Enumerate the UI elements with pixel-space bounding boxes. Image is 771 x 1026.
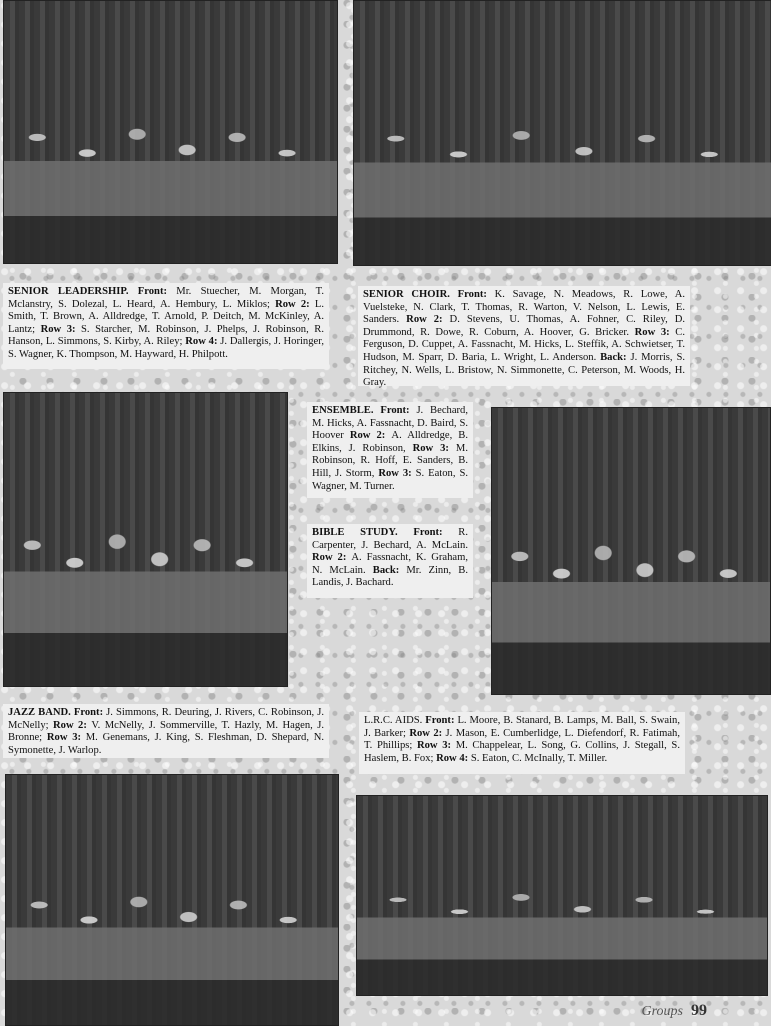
senior-leadership-photo [3,0,338,264]
section-name: Groups [641,1004,683,1019]
senior-choir-caption: SENIOR CHOIR. Front: K. Savage, N. Meadows, R. Lowe, A. Vuelsteke, N. Clark, T. Thomas, R. Warton, V. Nelson, L. Lewis, E. Sanders. Row 2: D. Stevens, U. Thomas, A. Fohner, C. Riley, D. Drummond, R. Dowe, R. Coburn, A. Hoover, G. Bricker. Row 3: C. Ferguson, D. Cuppet, A. Fassnacht, M. Hicks, L. Steffik, A. Schwietser, T. Hudson, M. Sparr, D. Baria, L. Wright, L. Anderson. Back: J. Morris, S. Ritchey, N. Wells, L. Bristow, N. Simmonette, C. Peterson, M. Woods, H. Gray. [358,286,690,386]
jazz-band-caption: JAZZ BAND. Front: J. Simmons, R. Deuring, J. Rivers, C. Robinson, J. McNelly; Row 2: V. McNelly, J. Sommerville, T. Hazly, M. Hagen, J. Bronne; Row 3: M. Genemans, J. King, S. Fleshman, D. Shepard, N. Symonette, J. Warlop. [3,704,329,758]
ensemble-caption: ENSEMBLE. Front: J. Bechard, M. Hicks, A. Fassnacht, D. Baird, S. Hoover Row 2: A. Alldredge, B. Elkins, J. Robinson, Row 3: M. Robinson, R. Hoff, E. Sanders, B. Hill, J. Storm, Row 3: S. Eaton, S. Wagner, M. Turner. [307,402,473,498]
senior-choir-photo [353,0,771,266]
lrc-aids-photo [356,795,768,996]
senior-leadership-caption: SENIOR LEADERSHIP. Front: Mr. Stuecher, M. Morgan, T. Mclanstry, S. Dolezal, L. Heard, A. Hembury, L. Miklos; Row 2: L. Smith, T. Brown, A. Alldredge, T. Arnold, P. Deitch, M. McKinley, A. Lantz; Row 3: S. Starcher, M. Robinson, J. Phelps, J. Robinson, R. Hanson, L. Simmons, S. Kirby, A. Riley; Row 4: J. Dallergis, J. Horinger, S. Wagner, K. Thompson, M. Hayward, H. Philpott. [3,283,329,369]
bible-study-photo [491,407,771,695]
jazz-band-photo [5,774,339,1026]
page-number: 99 [691,1002,707,1019]
page-footer [642,1002,708,1020]
bible-study-caption: BIBLE STUDY. Front: R. Carpenter, J. Bechard, A. McLain. Row 2: A. Fassnacht, K. Graham, N. McLain. Back: Mr. Zinn, B. Landis, J. Bachard. [307,524,473,598]
ensemble-photo [3,392,288,687]
lrc-aids-caption: L.R.C. AIDS. Front: L. Moore, B. Stanard, B. Lamps, M. Ball, S. Swain, J. Barker; Row 2: J. Mason, E. Cumberlidge, L. Diefendorf, R. Fatimah, T. Phillips; Row 3: M. Chappelear, L. Song, G. Collins, J. Stegall, S. Haslem, B. Fox; Row 4: S. Eaton, C. McInally, T. Miller. [359,712,685,774]
